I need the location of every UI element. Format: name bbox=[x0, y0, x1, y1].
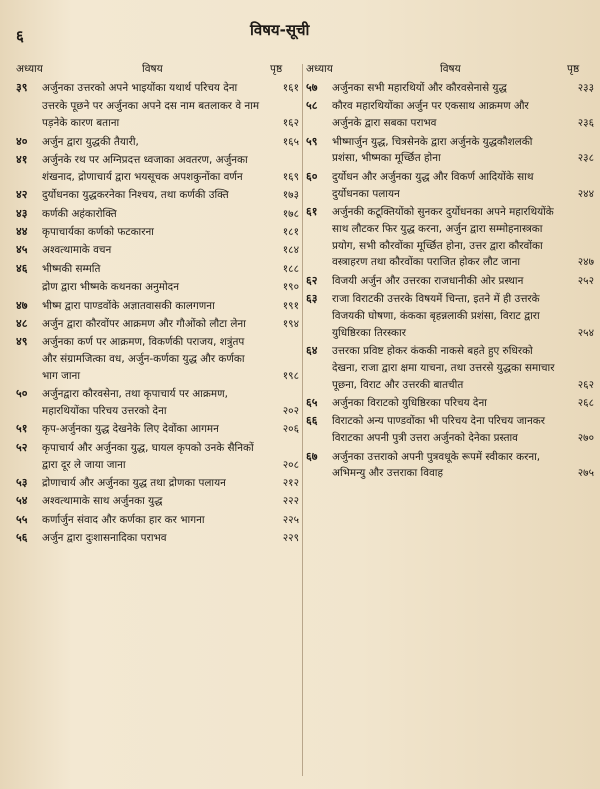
chapter-number: ६७ bbox=[306, 449, 318, 463]
toc-entry bbox=[16, 206, 299, 223]
chapter-page: १८८ bbox=[282, 262, 299, 275]
chapter-number: ६२ bbox=[306, 273, 318, 287]
chapter-subject: भीष्म द्वारा पाण्डवोंके अज्ञातवासकी कालगणना bbox=[42, 299, 215, 312]
toc-entry bbox=[306, 273, 594, 290]
chapter-page: २०६ bbox=[282, 423, 299, 436]
toc-entry bbox=[16, 187, 299, 204]
chapter-number: ५६ bbox=[16, 531, 28, 545]
toc-entry bbox=[306, 413, 594, 447]
toc-entry bbox=[16, 152, 299, 186]
chapter-page: १७३ bbox=[282, 189, 299, 202]
chapter-number: ६० bbox=[306, 169, 318, 183]
chapter-page: १९४ bbox=[282, 317, 299, 330]
chapter-subject: अर्जुनका सभी महारथियों और कौरवसेनासे युद्ध bbox=[332, 82, 507, 94]
chapter-subject: अश्वत्थामाके वचन bbox=[42, 244, 112, 257]
chapter-page: १७८ bbox=[282, 207, 299, 220]
chapter-number: ५४ bbox=[16, 494, 28, 508]
header-subject-left: विषय bbox=[142, 63, 163, 75]
toc-entry bbox=[306, 291, 594, 341]
chapter-number: ४२ bbox=[16, 188, 28, 202]
chapter-page: २७५ bbox=[577, 467, 594, 480]
chapter-subject: उत्तरके पूछने पर अर्जुनका अपने दस नाम बतलाकर वे नाम पड़नेके कारण बताना bbox=[42, 100, 260, 130]
chapter-subject: अर्जुनका विराटको युधिष्ठिरका परिचय देना bbox=[332, 397, 487, 410]
toc-entry bbox=[16, 512, 299, 529]
chapter-number: ५७ bbox=[306, 81, 318, 94]
toc-entry bbox=[306, 98, 594, 132]
chapter-number: ४३ bbox=[16, 206, 28, 220]
toc-entry bbox=[16, 334, 299, 384]
chapter-page: २४७ bbox=[577, 256, 594, 269]
chapter-subject: अर्जुन द्वारा कौरवोंपर आक्रमण और गौओंको लौटा लेना bbox=[42, 317, 246, 330]
chapter-page: २०८ bbox=[282, 458, 299, 471]
toc-entry bbox=[16, 242, 299, 259]
toc-entry bbox=[306, 134, 594, 168]
toc-entry bbox=[16, 279, 299, 296]
toc-entry bbox=[16, 530, 299, 547]
chapter-subject: अर्जुन द्वारा युद्धकी तैयारी, bbox=[42, 135, 139, 148]
chapter-subject: अर्जुनका उत्तरको अपने भाइयोंका यथार्थ परिचय देना bbox=[42, 82, 238, 94]
chapter-number: ४९ bbox=[16, 335, 28, 349]
page-title: विषय-सूची bbox=[250, 21, 310, 39]
chapter-page: २१२ bbox=[282, 477, 299, 490]
toc-entry bbox=[16, 421, 299, 438]
chapter-page: २४४ bbox=[577, 187, 594, 200]
chapter-page: १९० bbox=[282, 281, 299, 294]
chapter-subject: कृप-अर्जुनका युद्ध देखनेके लिए देवोंका आगमन bbox=[42, 423, 219, 436]
chapter-subject: द्रोण द्वारा भीष्मके कथनका अनुमोदन bbox=[42, 281, 179, 294]
chapter-page: २६२ bbox=[577, 378, 594, 391]
chapter-subject: राजा विराटकी उत्तरके विषयमें चिन्ता, इतने में ही उत्तरके विजयकी घोषणा, कंकका बृहन्नलाकी प्रशंसा, विराट द्वारा युधिष्ठिरका तिरस्कार bbox=[332, 293, 540, 339]
header-chapter-right: अध्याय bbox=[306, 63, 333, 75]
toc-entry bbox=[306, 449, 594, 483]
chapter-number: ४६ bbox=[16, 261, 28, 275]
chapter-page: १९८ bbox=[282, 369, 299, 382]
chapter-number: ६६ bbox=[306, 414, 318, 428]
chapter-page: २७० bbox=[577, 432, 594, 445]
chapter-subject: विराटको अन्य पाण्डवोंका भी परिचय देना परिचय जानकर विराटका अपनी पुत्री उत्तरा अर्जुनको देनेका प्रस्ताव bbox=[332, 415, 545, 445]
toc-entry bbox=[16, 316, 299, 333]
chapter-page: २३३ bbox=[577, 82, 594, 94]
chapter-subject: दुर्योधन और अर्जुनका युद्ध और विकर्ण आदियोंके साथ दुर्योधनका पलायन bbox=[332, 170, 534, 200]
chapter-subject: कर्णकी अहंकारोक्ति bbox=[42, 207, 117, 220]
chapter-number: ४४ bbox=[16, 224, 28, 238]
chapter-subject: अर्जुनद्वारा कौरवसेना, तथा कृपाचार्य पर आक्रमण, महारथियोंका परिचय उत्तरको देना bbox=[42, 388, 228, 418]
chapter-page: १८४ bbox=[282, 244, 299, 257]
chapter-page: २२५ bbox=[282, 513, 299, 526]
toc-left-column bbox=[16, 80, 299, 549]
chapter-number: ६४ bbox=[306, 344, 318, 358]
toc-entry bbox=[16, 493, 299, 510]
chapter-subject: विजयी अर्जुन और उत्तरका राजधानीकी ओर प्रस्थान bbox=[332, 274, 524, 287]
header-page-right: पृष्ठ bbox=[567, 63, 580, 75]
chapter-subject: भीष्मार्जुन युद्ध, चित्रसेनके द्वारा अर्जुनके युद्धकौशलकी प्रशंसा, भीष्मका मूर्च्छित होना bbox=[332, 135, 533, 165]
chapter-page: २३६ bbox=[577, 117, 594, 130]
toc-entry bbox=[16, 224, 299, 241]
chapter-subject: कौरव महारथियोंका अर्जुन पर एकसाथ आक्रमण और अर्जुनके द्वारा सबका पराभव bbox=[332, 100, 529, 130]
header-page-left: पृष्ठ bbox=[270, 63, 283, 75]
chapter-number: ६५ bbox=[306, 396, 318, 410]
chapter-number: ५९ bbox=[306, 134, 318, 148]
toc-entry bbox=[16, 261, 299, 278]
header-subject-right: विषय bbox=[440, 63, 461, 75]
chapter-subject: दुर्योधनका युद्धकरनेका निश्चय, तथा कर्णकी उक्ति bbox=[42, 189, 229, 202]
chapter-number: ४१ bbox=[16, 152, 28, 166]
chapter-page: १६१ bbox=[282, 82, 299, 94]
chapter-subject: अर्जुनकी कटूक्तियोंको सुनकर दुर्योधनका अपने महारथियोंके साथ लौटकर फिर युद्ध करना, अर्जुन द्वारा सम्मोहनास्त्रका प्रयोग, सभी कौरवोंका मूर्च्छित होना, उत्तर द्वारा कौरवोंका वस्त्राहरण तथा कौरवोंका पराजित होकर लौट जाना bbox=[332, 205, 554, 269]
chapter-subject: कृपाचार्य और अर्जुनका युद्ध, घायल कृपको उनके सैनिकों द्वारा दूर ले जाया जाना bbox=[42, 441, 254, 471]
toc-entry bbox=[306, 80, 594, 97]
chapter-subject: अर्जुनके रथ पर अग्निप्रदत्त ध्वजाका अवतरण, अर्जुनका शंखनाद, द्रोणाचार्य द्वारा भयसूचक अपशकुनोंका वर्णन bbox=[42, 153, 248, 183]
chapter-number: ५३ bbox=[16, 476, 28, 490]
chapter-number: ६१ bbox=[306, 204, 318, 218]
toc-entry bbox=[16, 134, 299, 151]
chapter-number: ५० bbox=[16, 387, 28, 401]
chapter-page: १६९ bbox=[282, 170, 299, 183]
chapter-number: ४५ bbox=[16, 243, 28, 257]
toc-entry bbox=[306, 395, 594, 412]
chapter-number: ४० bbox=[16, 134, 28, 148]
chapter-subject: द्रोणाचार्य और अर्जुनका युद्ध तथा द्रोणका पलायन bbox=[42, 477, 226, 490]
chapter-number: ५५ bbox=[16, 512, 28, 526]
chapter-subject: उत्तरका प्रविष्ट होकर कंककी नाकसे बहते हुए रुधिरको देखना, राजा द्वारा क्षमा याचना, तथा उत्तरसे युद्धका समाचार पूछना, विराट और उत्तरकी बातचीत bbox=[332, 345, 555, 391]
chapter-page: १६५ bbox=[282, 135, 299, 148]
header-chapter-left: अध्याय bbox=[16, 63, 43, 75]
chapter-subject: अर्जुनका उत्तराको अपनी पुत्रवधूके रूपमें स्वीकार करना, अभिमन्यु और उत्तराका विवाह bbox=[332, 450, 541, 480]
chapter-page: २५२ bbox=[577, 274, 594, 287]
chapter-subject: अश्वत्थामाके साथ अर्जुनका युद्ध bbox=[42, 495, 163, 508]
toc-entry bbox=[306, 169, 594, 203]
chapter-number: ४७ bbox=[16, 298, 28, 312]
chapter-page: १८१ bbox=[282, 225, 299, 238]
chapter-subject: कर्णार्जुन संवाद और कर्णका हार कर भागना bbox=[42, 513, 205, 526]
chapter-page: २६८ bbox=[577, 397, 594, 410]
page-number: ६ bbox=[16, 27, 24, 45]
toc-entry bbox=[306, 204, 594, 271]
chapter-page: २५४ bbox=[577, 326, 594, 339]
chapter-page: २२९ bbox=[282, 532, 299, 545]
chapter-number: ४८ bbox=[16, 316, 28, 330]
toc-entry bbox=[306, 343, 594, 393]
chapter-number: ५८ bbox=[306, 99, 318, 113]
chapter-subject: अर्जुनका कर्ण पर आक्रमण, विकर्णकी पराजय, शत्रुंतप और संग्रामजित्का वध, अर्जुन-कर्णका युद्ध और कर्णका भाग जाना bbox=[42, 336, 245, 382]
chapter-number: ५२ bbox=[16, 440, 28, 454]
chapter-subject: कृपाचार्यका कर्णको फटकारना bbox=[42, 225, 154, 238]
toc-columns bbox=[0, 80, 600, 785]
toc-entry bbox=[16, 386, 299, 420]
toc-entry bbox=[16, 98, 299, 132]
chapter-page: १९१ bbox=[282, 299, 299, 312]
chapter-page: १६२ bbox=[282, 117, 299, 130]
chapter-page: २०२ bbox=[282, 405, 299, 418]
chapter-page: २३८ bbox=[577, 152, 594, 165]
chapter-number: ३९ bbox=[16, 81, 28, 94]
chapter-number: ५१ bbox=[16, 422, 28, 436]
toc-right-column bbox=[306, 80, 594, 484]
toc-entry bbox=[16, 298, 299, 315]
chapter-subject: अर्जुन द्वारा दुःशासनादिका पराभव bbox=[42, 532, 167, 545]
chapter-number: ६३ bbox=[306, 292, 318, 306]
toc-entry bbox=[16, 80, 299, 97]
chapter-page: २२२ bbox=[282, 495, 299, 508]
toc-entry bbox=[16, 440, 299, 474]
chapter-subject: भीष्मकी सम्मति bbox=[42, 262, 101, 275]
toc-entry bbox=[16, 475, 299, 492]
